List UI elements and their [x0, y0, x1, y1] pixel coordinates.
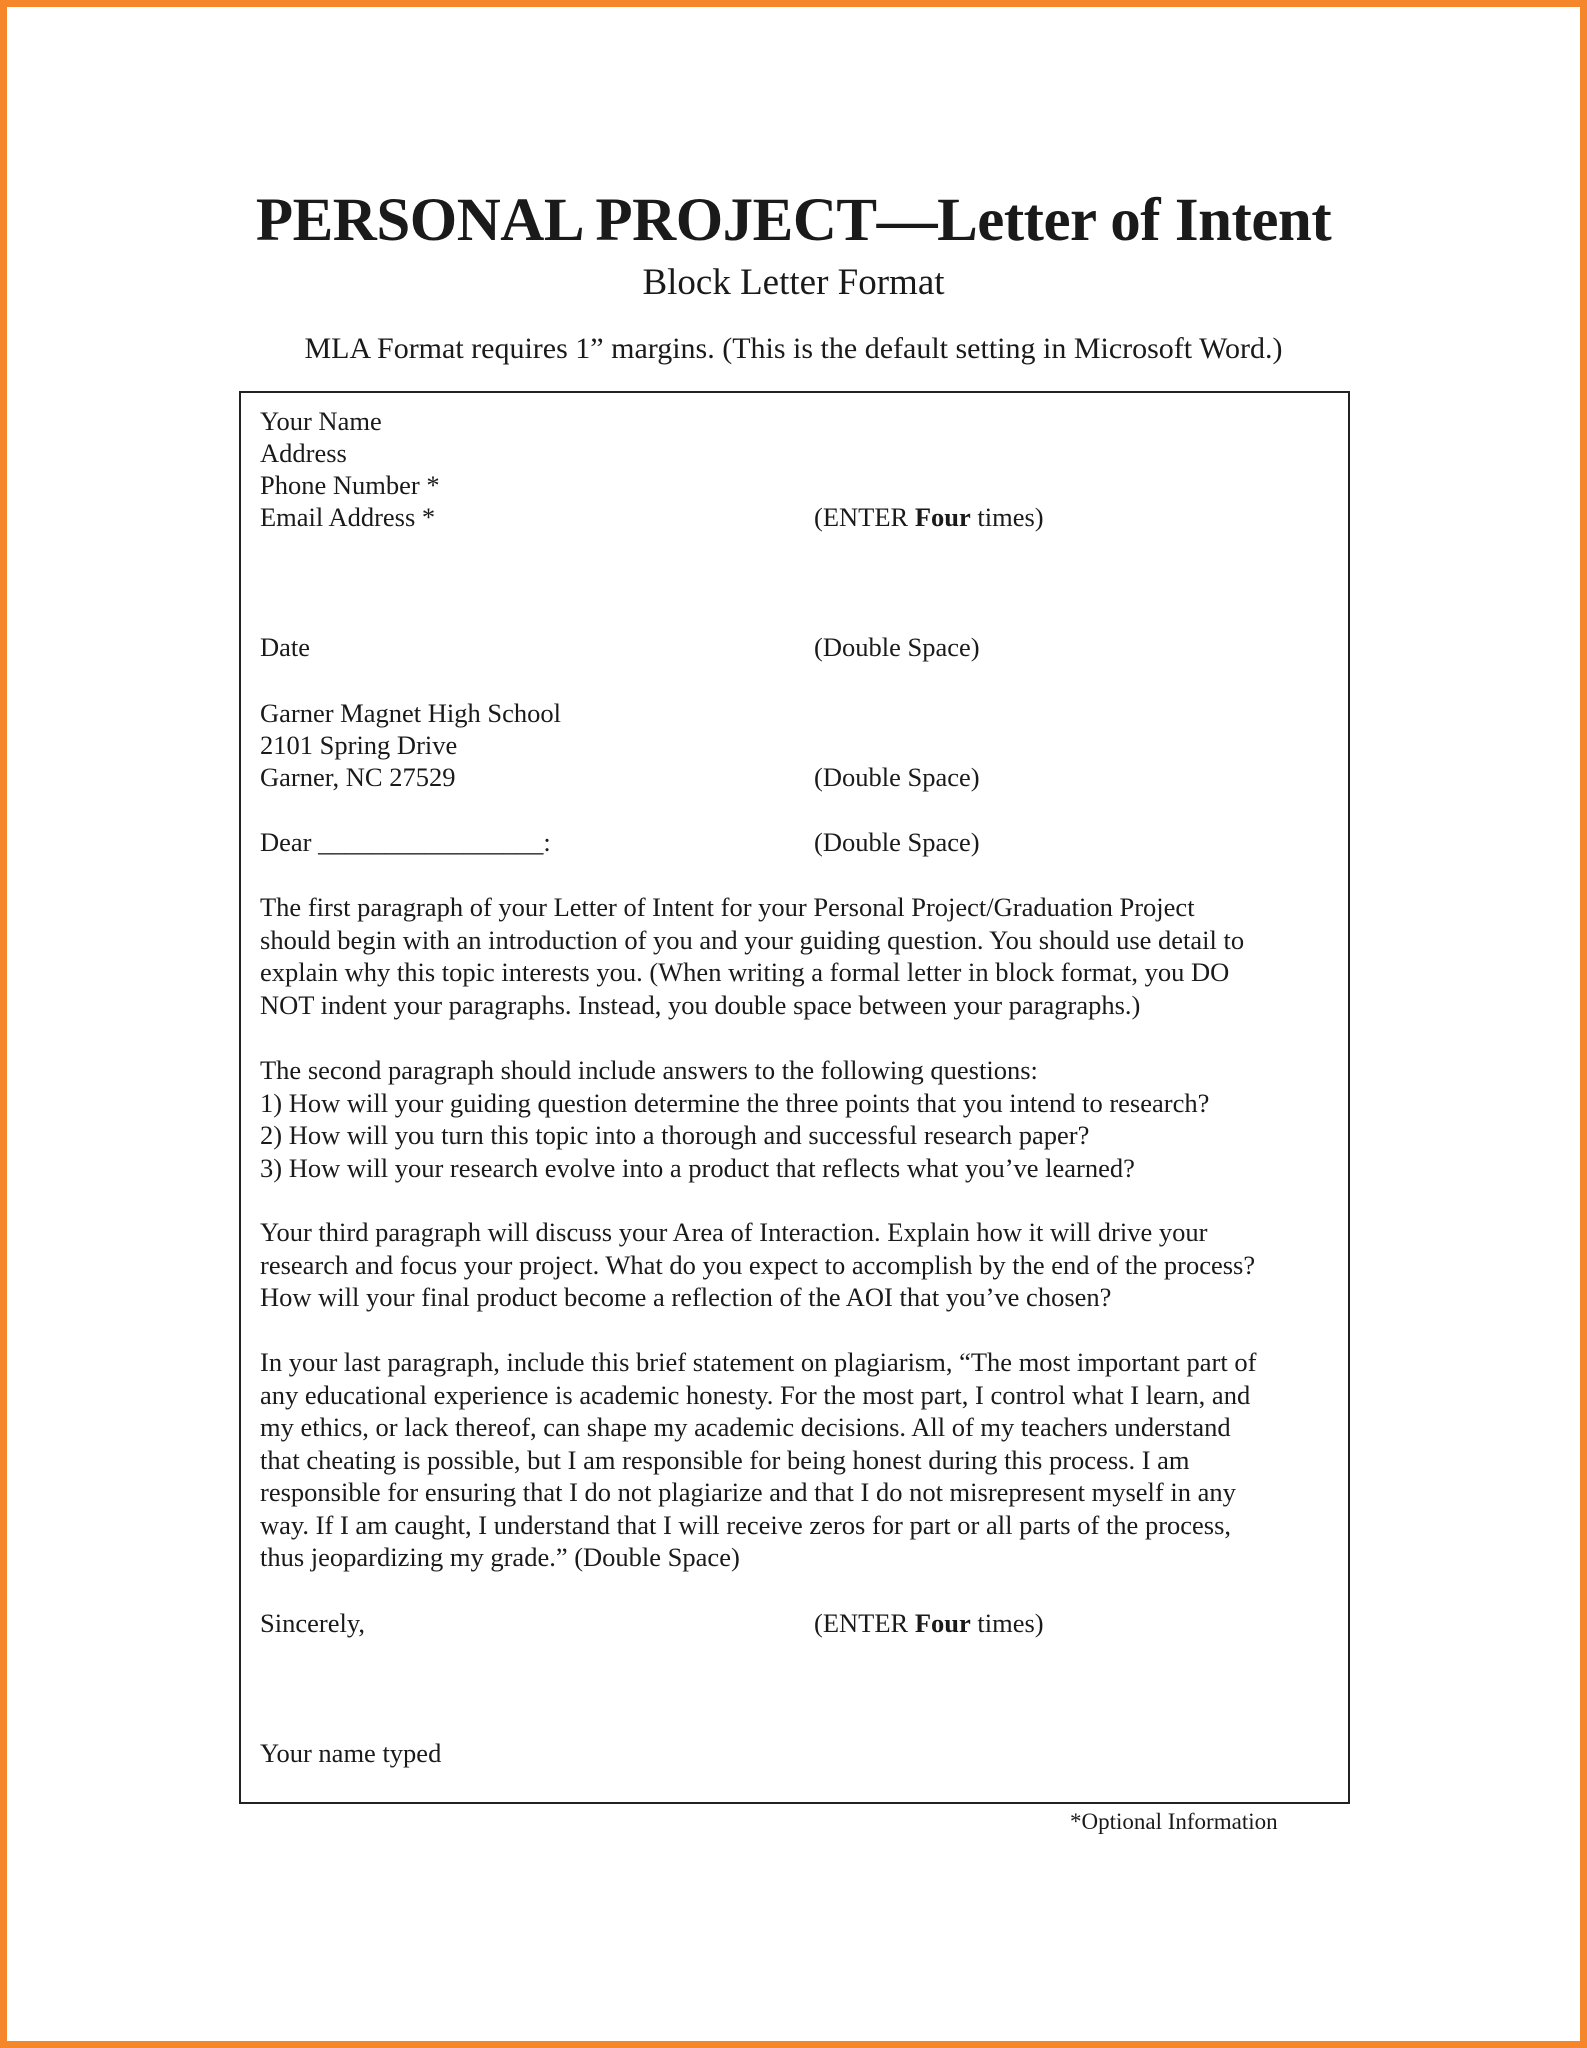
paragraph-line: explain why this topic interests you. (When writing a formal letter in block format, you DO	[260, 957, 1230, 987]
paragraph-line: should begin with an introduction of you and your guiding question. You should use detail to	[260, 924, 1245, 955]
enter-suffix: times)	[970, 1608, 1044, 1638]
paragraph-line: How will your final product become a reflection of the AOI that you’ve chosen?	[260, 1282, 1112, 1312]
recipient-street: 2101 Spring Drive	[260, 730, 458, 760]
double-space-note-date: (Double Space)	[814, 632, 980, 662]
paragraph-line: responsible for ensuring that I do not plagiarize and that I do not misrepresent myself in any	[260, 1477, 1236, 1507]
paragraph-line: that cheating is possible, but I am responsible for being honest during this process. I am	[260, 1444, 1190, 1475]
sender-email: Email Address *	[260, 502, 436, 532]
closing: Sincerely,	[260, 1608, 365, 1638]
paragraph-line: The first paragraph of your Letter of Intent for your Personal Project/Graduation Project	[260, 892, 1195, 922]
paragraph-line: In your last paragraph, include this brief statement on plagiarism, “The most important part of	[260, 1347, 1257, 1377]
paragraph-line: The second paragraph should include answers to the following questions:	[260, 1055, 1038, 1085]
question-2: 2) How will you turn this topic into a thorough and successful research paper?	[260, 1120, 1090, 1150]
paragraph-line: any educational experience is academic honesty. For the most part, I control what I learn, and	[260, 1379, 1251, 1410]
enter-suffix: times)	[970, 502, 1044, 532]
page-subtitle: Block Letter Format	[642, 262, 945, 303]
double-space-note-address: (Double Space)	[814, 762, 980, 792]
paragraph-line: thus jeopardizing my grade.” (Double Space)	[260, 1542, 740, 1572]
enter-four-times-note-1	[814, 501, 1044, 534]
paragraph-line: my ethics, or lack thereof, can shape my academic decisions. All of my teachers understand	[260, 1412, 1231, 1442]
page-title: PERSONAL PROJECT—Letter of Intent	[255, 187, 1332, 254]
signature-line: Your name typed	[260, 1738, 442, 1768]
paragraph-line: research and focus your project. What do you expect to accomplish by the end of the process?	[260, 1249, 1256, 1280]
sender-name: Your Name	[260, 406, 382, 436]
recipient-city: Garner, NC 27529	[260, 762, 456, 792]
optional-information-footnote: *Optional Information	[1070, 1809, 1278, 1834]
enter-prefix: (ENTER	[814, 1608, 915, 1638]
paragraph-2	[260, 1054, 1340, 1184]
enter-four-times-note-2	[814, 1607, 1044, 1640]
paragraph-line: Your third paragraph will discuss your Area of Interaction. Explain how it will drive your	[260, 1217, 1208, 1247]
salutation: Dear _________________:	[260, 827, 551, 857]
enter-prefix: (ENTER	[814, 502, 915, 532]
sender-address: Address	[260, 438, 347, 468]
paragraph-line: NOT indent your paragraphs. Instead, you double space between your paragraphs.)	[260, 989, 1141, 1020]
mla-format-note: MLA Format requires 1” margins. (This is the default setting in Microsoft Word.)	[304, 332, 1283, 365]
question-1: 1) How will your guiding question determine the three points that you intend to research?	[260, 1087, 1210, 1118]
paragraph-3	[260, 1216, 1340, 1314]
recipient-school: Garner Magnet High School	[260, 698, 561, 728]
double-space-note-salutation: (Double Space)	[814, 827, 980, 857]
paragraph-1	[260, 891, 1340, 1021]
enter-bold: Four	[914, 1608, 971, 1638]
date-label: Date	[260, 632, 311, 662]
enter-bold: Four	[914, 502, 971, 532]
paragraph-4	[260, 1346, 1340, 1574]
question-3: 3) How will your research evolve into a product that reflects what you’ve learned?	[260, 1152, 1135, 1183]
sender-phone: Phone Number *	[260, 470, 440, 500]
paragraph-line: way. If I am caught, I understand that I will receive zeros for part or all parts of the process,	[260, 1509, 1232, 1540]
